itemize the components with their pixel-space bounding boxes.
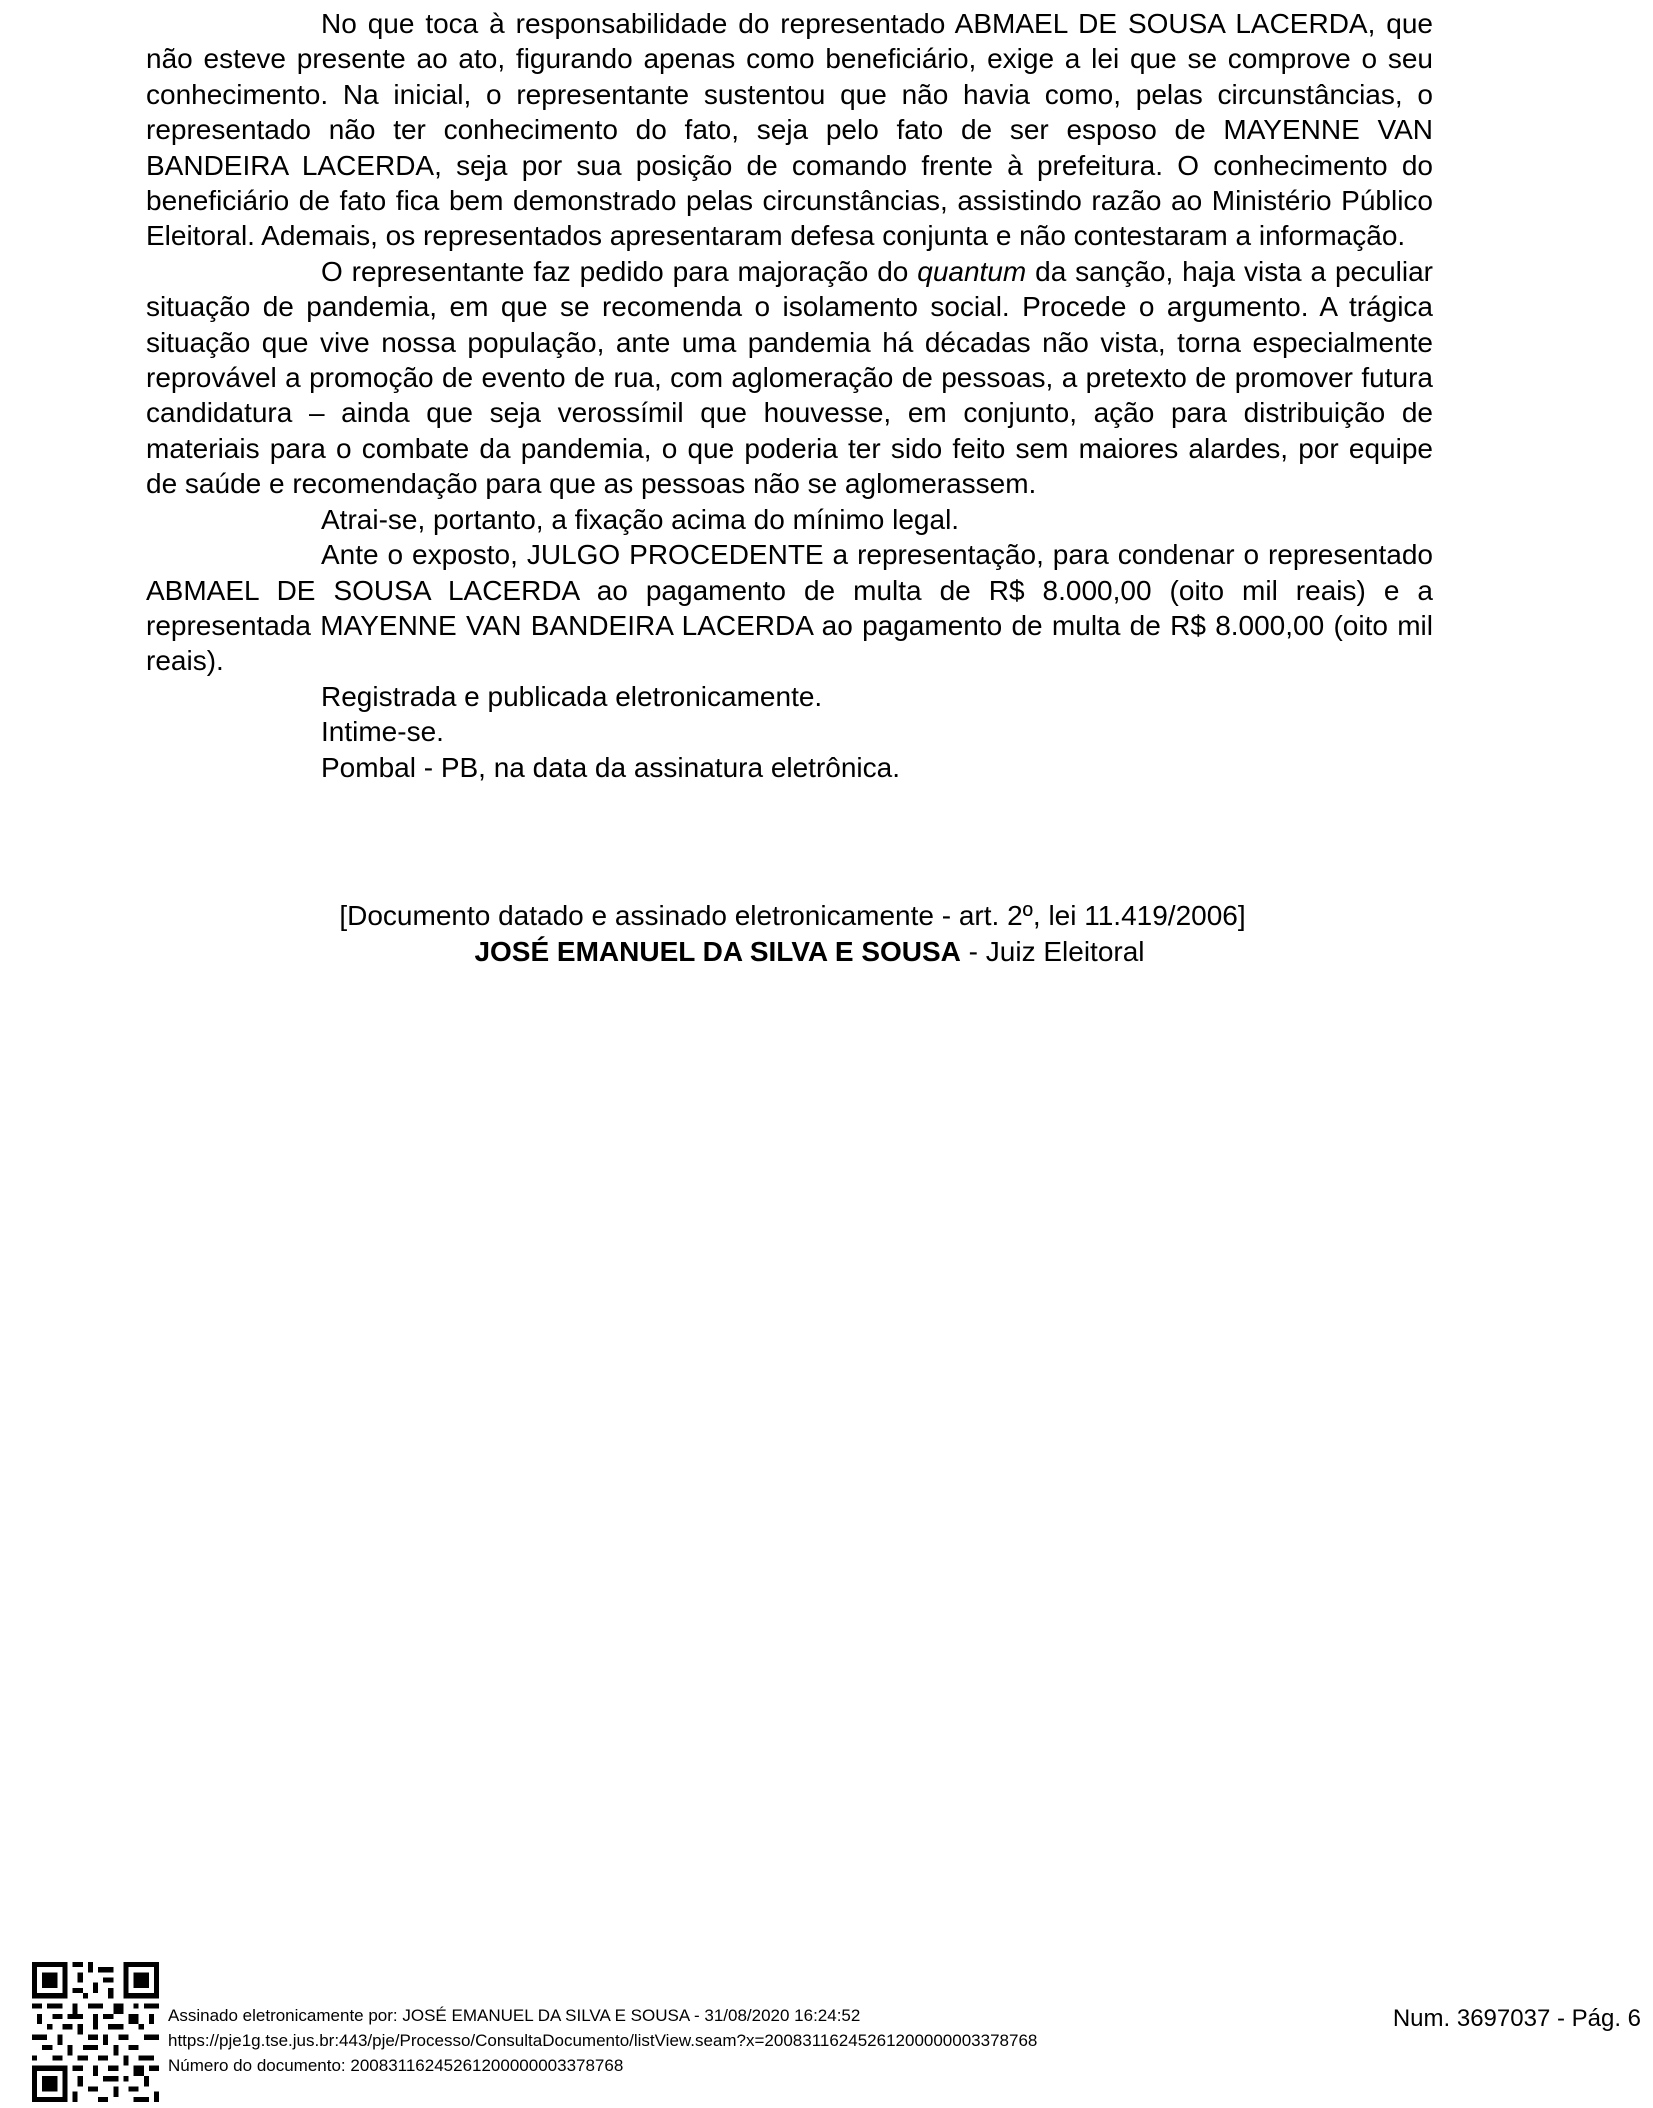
document-body [146,6,1433,785]
page-number: Num. 3697037 - Pág. 6 [1392,2005,1641,2032]
paragraph-majoracao [146,254,1433,502]
signature-note: [Documento datado e assinado eletronicamente - art. 2º, lei 11.419/2006] [339,900,1246,931]
judge-role: - Juiz Eleitoral [960,936,1145,967]
signature-line [146,934,1433,970]
paragraph-intime: Intime-se. [321,716,444,748]
footer-signed-by: Assinado eletronicamente por: JOSÉ EMANUEL DA SILVA E SOUSA - 31/08/2020 16:24:52 [168,2006,861,2025]
paragraph-dispositivo: Ante o exposto, JULGO PROCEDENTE a representação, para condenar o representado ABMAEL DE SOUSA LACERDA ao pagamento de multa de R$ 8.000,00 (oito mil reais) e a representada MAYENNE VAN BANDEIRA LACERDA ao pagamento de multa de R$ 8.000,00 (oito mil reais). [146,539,1433,677]
paragraph-fixacao: Atrai-se, portanto, a fixação acima do mínimo legal. [321,503,960,535]
electronic-signature-footer [168,2003,1037,2078]
footer-url: https://pje1g.tse.jus.br:443/pje/Processo/ConsultaDocumento/listView.seam?x=20083116245261200000003378768 [168,2031,1038,2050]
qr-code-icon [32,1962,159,2102]
quantum-italic: quantum [917,255,1027,287]
paragraph-majoracao-start: O representante faz pedido para majoração do [321,255,918,287]
paragraph-registrada: Registrada e publicada eletronicamente. [321,680,823,712]
footer-document-number: Número do documento: 20083116245261200000003378768 [168,2056,624,2075]
paragraph-local-data: Pombal - PB, na data da assinatura eletrônica. [321,751,901,783]
paragraph-majoracao-end: da sanção, haja vista a peculiar situação de pandemia, em que se recomenda o isolamento social. Procede o argumento. A trágica situação que vive nossa população, ante uma pandemia há décadas não vista, torna especialmente reprovável a promoção de evento de rua, com aglomeração de pessoas, a pretexto de promover futura candidatura – ainda que seja verossímil que houvesse, em conjunto, ação para distribuição de materiais para o combate da pandemia, o que poderia ter sido feito sem maiores alardes, por equipe de saúde e recomendação para que as pessoas não se aglomerassem. [146,255,1433,500]
paragraph-responsabilidade: No que toca à responsabilidade do representado ABMAEL DE SOUSA LACERDA, que não esteve presente ao ato, figurando apenas como beneficiário, exige a lei que se comprove o seu conhecimento. Na inicial, o representante sustentou que não havia como, pelas circunstâncias, o representado não ter conhecimento do fato, seja pelo fato de ser esposo de MAYENNE VAN BANDEIRA LACERDA, seja por sua posição de comando frente à prefeitura. O conhecimento do beneficiário de fato fica bem demonstrado pelas circunstâncias, assistindo razão ao Ministério Público Eleitoral. Ademais, os representados apresentaram defesa conjunta e não contestaram a informação. [146,8,1433,252]
signature-block [146,898,1433,970]
judge-name: JOSÉ EMANUEL DA SILVA E SOUSA [474,936,961,967]
